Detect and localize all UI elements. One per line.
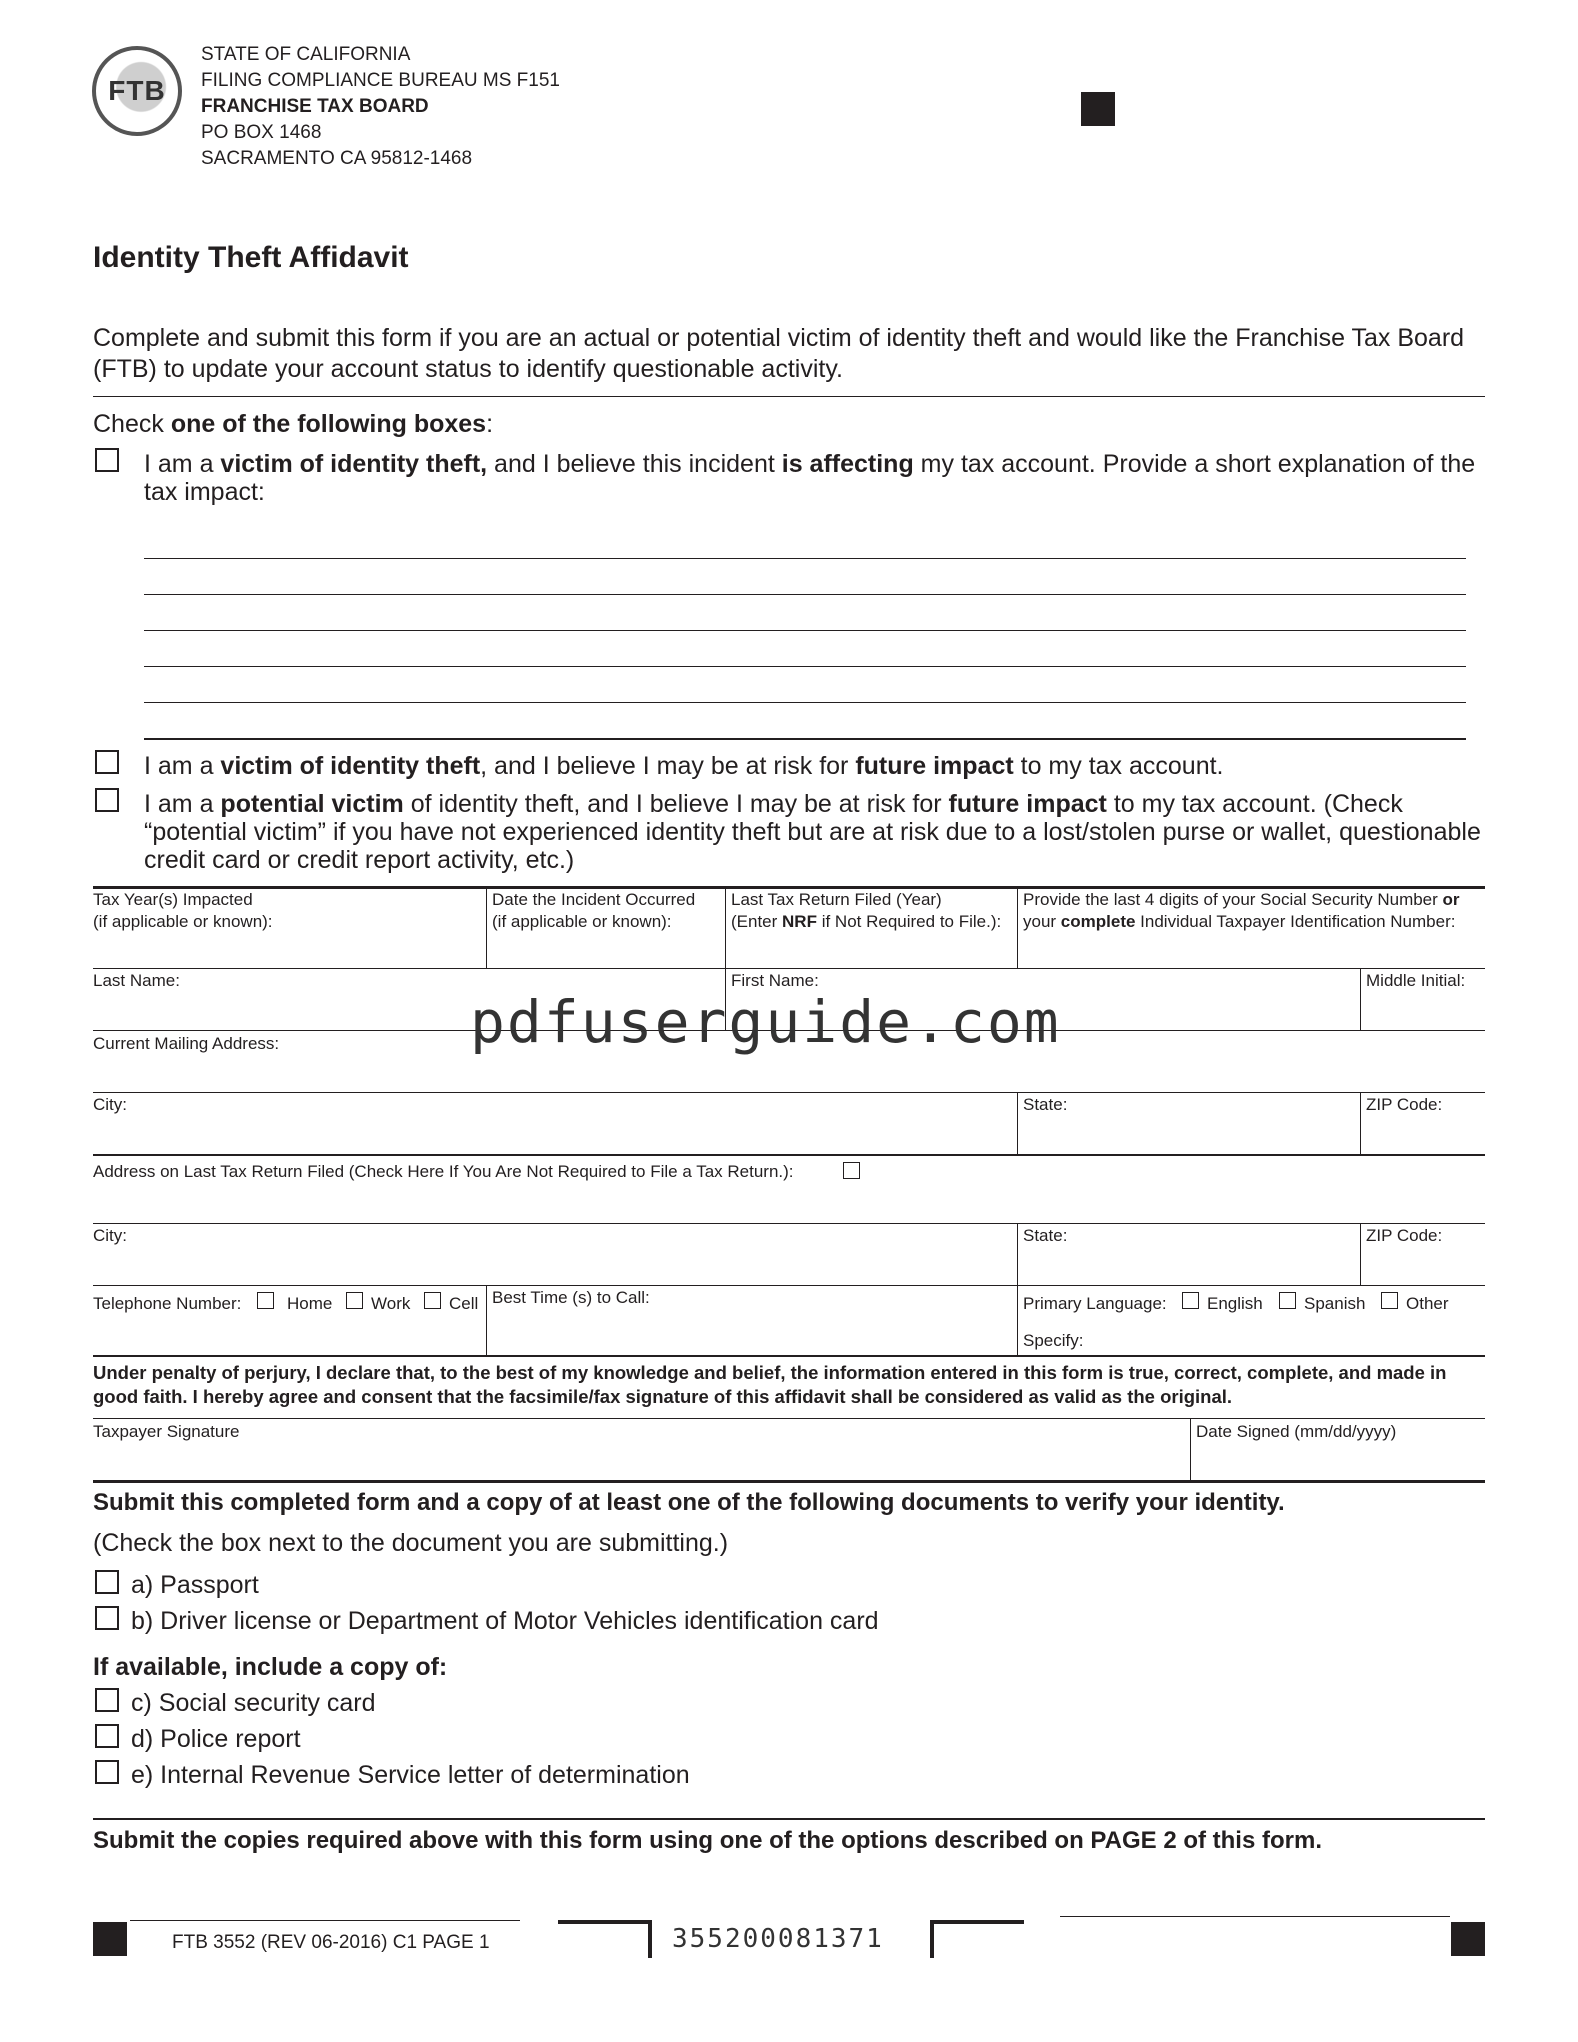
submit-note: (Check the box next to the document you are submitting.) (93, 1529, 729, 1557)
corner-mark (558, 1920, 652, 1958)
check-prompt: Check one of the following boxes: (93, 410, 494, 438)
row-divider (93, 1154, 1485, 1156)
doc-ss-card: c) Social security card (131, 1689, 376, 1717)
last-name-label: Last Name: (93, 971, 180, 990)
driver-license-checkbox[interactable] (95, 1606, 119, 1630)
specify-label: Specify: (1023, 1331, 1084, 1350)
watermark: pdfuserguide.com (470, 988, 1061, 1056)
ssn-label: Provide the last 4 digits of your Social Security Number or your complete Individual Taxpayer Identification Number: (1023, 890, 1460, 931)
row-divider (93, 1355, 1485, 1357)
primary-language-label: Primary Language: (1023, 1294, 1167, 1313)
option-victim-future: I am a victim of identity theft, and I believe I may be at risk for future impact to my tax account. (144, 752, 1224, 780)
submit-heading: Submit this completed form and a copy of at least one of the following documents to verify your identity. (93, 1489, 1285, 1516)
footer-rule (1060, 1916, 1450, 1917)
telephone-label: Telephone Number: (93, 1294, 242, 1313)
address-last-return-label: Address on Last Tax Return Filed (Check Here If You Are Not Required to File a Tax Return.): (93, 1162, 794, 1181)
passport-checkbox[interactable] (95, 1570, 119, 1594)
address-line: PO BOX 1468 (201, 122, 322, 143)
corner-mark (930, 1920, 1024, 1958)
potential-victim-checkbox[interactable] (95, 788, 119, 812)
col-divider (486, 1285, 487, 1355)
tax-year-label: Tax Year(s) Impacted (if applicable or known): (93, 890, 273, 931)
form-id: FTB 3552 (REV 06-2016) C1 PAGE 1 (172, 1932, 490, 1953)
col-divider (1360, 968, 1361, 1030)
row-divider (93, 968, 1485, 969)
language-english-checkbox[interactable] (1182, 1292, 1199, 1309)
city-label: City: (93, 1095, 127, 1114)
taxpayer-signature-label: Taxpayer Signature (93, 1422, 240, 1441)
row-divider (93, 1223, 1485, 1224)
row-divider (93, 1418, 1485, 1419)
footer-rule (130, 1920, 520, 1921)
col-divider (1360, 1092, 1361, 1155)
police-report-checkbox[interactable] (95, 1724, 119, 1748)
if-available-heading: If available, include a copy of: (93, 1653, 448, 1681)
option-potential-victim: I am a potential victim of identity theft, and I believe I may be at risk for future impact to my tax account. (Check “potential victim” if you have not experienced identity theft but are at risk due to a lost/stolen purse or wallet, questionable credit card or credit report activity, etc.) (144, 790, 1481, 874)
col-divider (1017, 1223, 1018, 1286)
state2-label: State: (1023, 1226, 1068, 1245)
option-victim-affecting: I am a victim of identity theft, and I believe this incident is affecting my tax account. Provide a short explanation of the tax impact: (144, 450, 1476, 506)
best-time-label: Best Time (s) to Call: (492, 1288, 650, 1307)
explanation-line[interactable] (144, 594, 1466, 595)
address-line: FILING COMPLIANCE BUREAU MS F151 (201, 70, 560, 91)
registration-mark (1081, 92, 1115, 126)
explanation-line[interactable] (144, 702, 1466, 703)
address-line: SACRAMENTO CA 95812-1468 (201, 148, 473, 169)
explanation-line[interactable] (144, 558, 1466, 559)
row-divider (93, 1092, 1485, 1093)
divider (93, 396, 1485, 397)
perjury-declaration: Under penalty of perjury, I declare that, to the best of my knowledge and belief, the information entered in this form is true, correct, complete, and made in good faith. I hereby agree and consent that the facsimile/fax signature of this affidavit shall be considered as valid as the original. (93, 1362, 1447, 1407)
divider (93, 1818, 1485, 1820)
col-divider (1017, 1285, 1018, 1355)
last-return-label: Last Tax Return Filed (Year) (Enter NRF if Not Required to File.): (731, 890, 1002, 931)
language-other-checkbox[interactable] (1381, 1292, 1398, 1309)
doc-irs-letter: e) Internal Revenue Service letter of determination (131, 1761, 690, 1789)
mailing-address-label: Current Mailing Address: (93, 1034, 280, 1053)
col-divider (1190, 1418, 1191, 1481)
ftb-logo (92, 46, 182, 136)
cell-label: Cell (449, 1294, 479, 1313)
signature-bottom (93, 1480, 1485, 1483)
doc-police-report: d) Police report (131, 1725, 301, 1753)
first-name-label: First Name: (731, 971, 819, 990)
explanation-line[interactable] (144, 630, 1466, 631)
phone-cell-checkbox[interactable] (424, 1292, 441, 1309)
other-label: Other (1406, 1294, 1449, 1313)
city2-label: City: (93, 1226, 127, 1245)
intro-text: Complete and submit this form if you are an actual or potential victim of identity theft and would like the Franchise Tax Board (FTB) to update your account status to identify questionable activity. (93, 324, 1465, 383)
home-label: Home (287, 1294, 333, 1313)
doc-passport: a) Passport (131, 1571, 259, 1599)
date-signed-label: Date Signed (mm/dd/yyyy) (1196, 1422, 1397, 1441)
zip2-label: ZIP Code: (1366, 1226, 1443, 1245)
barcode-number: 355200081371 (672, 1924, 884, 1954)
phone-home-checkbox[interactable] (257, 1292, 274, 1309)
col-divider (1017, 886, 1018, 969)
page-title: Identity Theft Affidavit (93, 241, 409, 274)
state-label: State: (1023, 1095, 1068, 1114)
col-divider (1017, 1092, 1018, 1155)
english-label: English (1207, 1294, 1263, 1313)
language-spanish-checkbox[interactable] (1279, 1292, 1296, 1309)
registration-mark (93, 1922, 127, 1956)
spanish-label: Spanish (1304, 1294, 1366, 1313)
logo-text: FTB (108, 75, 166, 106)
victim-affecting-checkbox[interactable] (95, 448, 119, 472)
col-divider (1360, 1223, 1361, 1286)
col-divider (725, 886, 726, 969)
doc-driver-license: b) Driver license or Department of Motor Vehicles identification card (131, 1607, 879, 1635)
ss-card-checkbox[interactable] (95, 1688, 119, 1712)
explanation-line[interactable] (144, 738, 1466, 740)
not-required-checkbox[interactable] (843, 1162, 860, 1179)
zip-label: ZIP Code: (1366, 1095, 1443, 1114)
middle-initial-label: Middle Initial: (1366, 971, 1466, 990)
work-label: Work (371, 1294, 411, 1313)
address-line: STATE OF CALIFORNIA (201, 44, 411, 65)
irs-letter-checkbox[interactable] (95, 1760, 119, 1784)
registration-mark (1451, 1922, 1485, 1956)
address-line: FRANCHISE TAX BOARD (201, 96, 429, 117)
submit-footer: Submit the copies required above with this form using one of the options described on PAGE 2 of this form. (93, 1827, 1322, 1854)
row-divider (93, 1285, 1485, 1286)
explanation-line[interactable] (144, 666, 1466, 667)
col-divider (486, 886, 487, 969)
phone-work-checkbox[interactable] (346, 1292, 363, 1309)
victim-future-checkbox[interactable] (95, 750, 119, 774)
incident-date-label: Date the Incident Occurred (if applicable or known): (492, 890, 696, 931)
